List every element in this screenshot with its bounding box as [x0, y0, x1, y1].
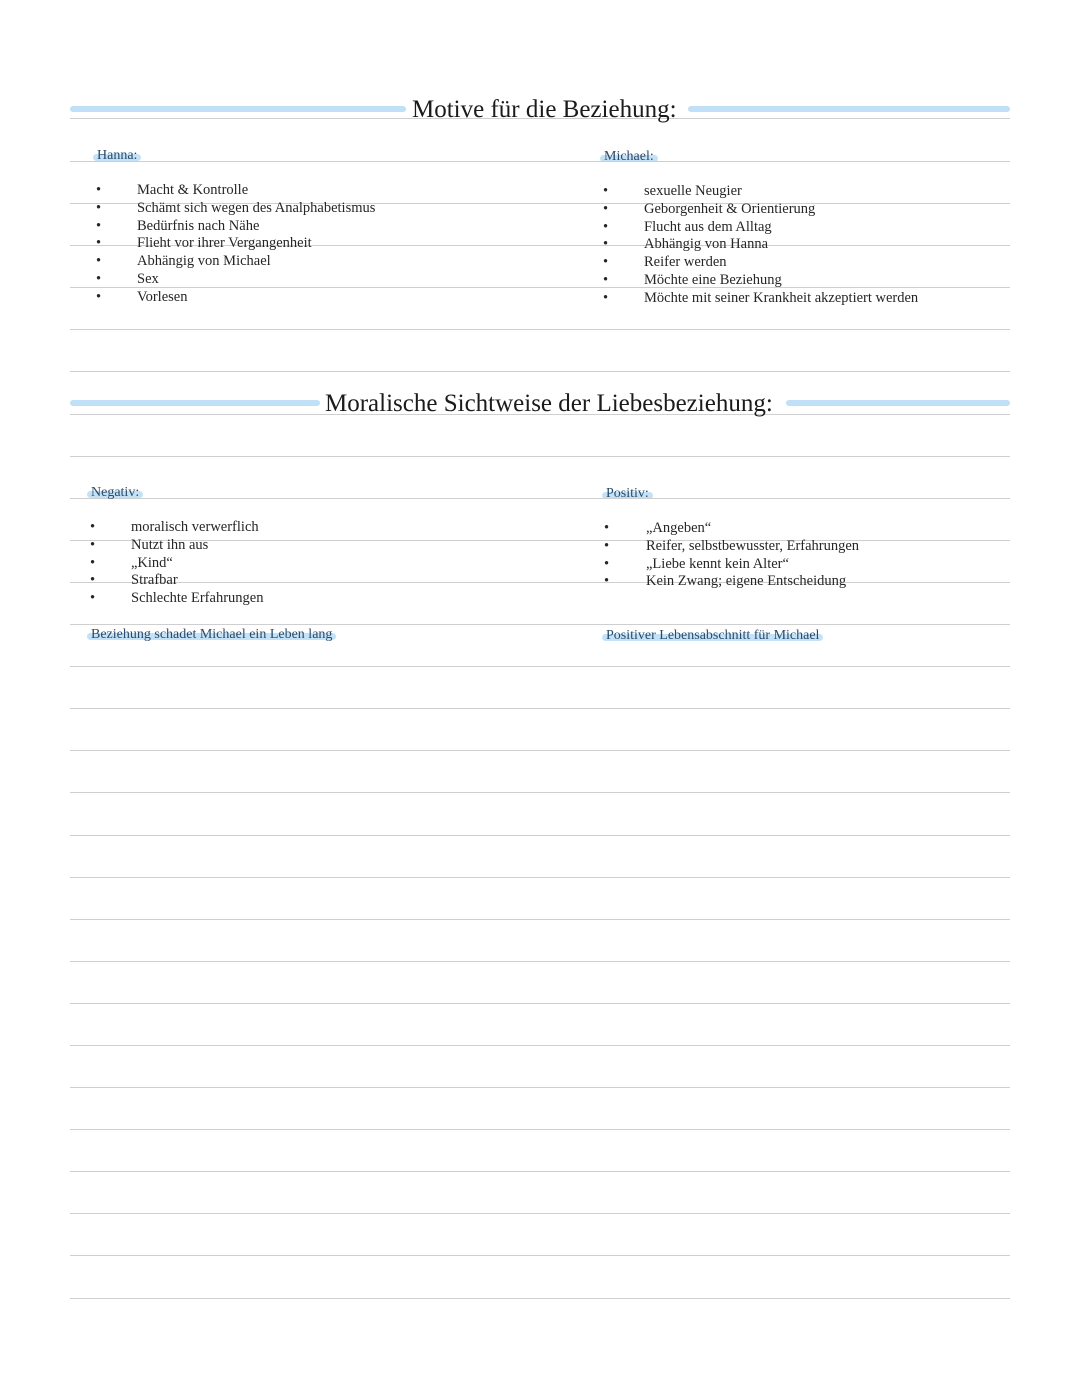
ruled-line: [70, 1087, 1010, 1088]
ruled-line: [70, 329, 1010, 330]
list-item: [96, 200, 516, 218]
heading-michael: [600, 148, 658, 166]
list-item: [96, 271, 516, 289]
bullet-icon: •: [90, 536, 96, 553]
bullet-icon: •: [603, 200, 609, 217]
list-item: [603, 254, 1003, 272]
list-item-text: Kein Zwang; eigene Entscheidung: [646, 573, 847, 590]
bullet-icon: •: [96, 270, 102, 287]
ruled-line: [70, 1045, 1010, 1046]
title-underline-left: [70, 106, 406, 112]
bullet-icon: •: [90, 554, 96, 571]
list-item: [603, 290, 1003, 308]
conclusion-negative: [87, 626, 336, 644]
bullet-icon: •: [604, 520, 610, 536]
ruled-line: [70, 1255, 1010, 1256]
list-item-text: Nutzt ihn aus: [131, 536, 209, 553]
list-item-text: Vorlesen: [137, 288, 188, 305]
list-item: [604, 520, 1004, 538]
bullet-icon: •: [90, 572, 96, 589]
ruled-line: [70, 1129, 1010, 1130]
bullet-icon: •: [96, 253, 102, 270]
list-item-text: Reifer, selbstbewusster, Erfahrungen: [646, 537, 860, 554]
list-item-text: Reifer werden: [644, 254, 727, 271]
bullet-icon: •: [603, 218, 609, 235]
bullet-icon: •: [603, 271, 609, 288]
list-item: [90, 537, 510, 555]
list-item-text: Schämt sich wegen des Analphabetismus: [137, 199, 376, 216]
list-item: [96, 253, 516, 271]
list-item-text: sexuelle Neugier: [644, 183, 742, 199]
list-item-text: Strafbar: [131, 572, 178, 589]
ruled-line: [70, 161, 1010, 162]
heading-positiv-label: Positiv:: [602, 485, 653, 503]
conclusion-positive: [602, 627, 823, 645]
list-item-text: Bedürfnis nach Nähe: [137, 217, 260, 234]
bullet-icon: •: [96, 288, 102, 305]
bullet-icon: •: [90, 519, 96, 535]
ruled-line: [70, 792, 1010, 793]
ruled-line: [70, 1003, 1010, 1004]
list-item-text: „Angeben“: [646, 520, 712, 536]
heading-michael-label: Michael:: [600, 148, 658, 166]
positive-aspects-list: [604, 520, 1004, 591]
list-item-text: Sex: [137, 270, 159, 287]
ruled-line: [70, 961, 1010, 962]
title-underline-right-2: [786, 400, 1010, 406]
bullet-icon: •: [90, 590, 96, 607]
ruled-line: [70, 708, 1010, 709]
list-item: [90, 519, 510, 537]
negative-aspects-list: [90, 519, 510, 608]
conclusion-negative-text: Beziehung schadet Michael ein Leben lang: [87, 626, 336, 644]
list-item-text: „Kind“: [131, 554, 173, 571]
list-item: [604, 573, 1004, 591]
list-item: [96, 182, 516, 200]
list-item: [90, 590, 510, 608]
ruled-line: [70, 1213, 1010, 1214]
bullet-icon: •: [603, 289, 609, 306]
bullet-icon: •: [603, 236, 609, 253]
bullet-icon: •: [604, 555, 610, 572]
ruled-line: [70, 919, 1010, 920]
list-item-text: Möchte mit seiner Krankheit akzeptiert werden: [644, 289, 919, 306]
bullet-icon: •: [96, 217, 102, 234]
bullet-icon: •: [604, 537, 610, 554]
list-item-text: Abhängig von Hanna: [644, 236, 769, 253]
list-item: [90, 555, 510, 573]
bullet-icon: •: [603, 183, 609, 199]
list-item: [604, 556, 1004, 574]
list-item: [603, 272, 1003, 290]
heading-hanna-label: Hanna:: [93, 147, 141, 165]
list-item-text: Schlechte Erfahrungen: [131, 590, 264, 607]
bullet-icon: •: [96, 182, 102, 198]
bullet-icon: •: [96, 235, 102, 252]
ruled-line: [70, 877, 1010, 878]
list-item-text: Flieht vor ihrer Vergangenheit: [137, 235, 312, 252]
ruled-line: [70, 498, 1010, 499]
conclusion-positive-text: Positiver Lebensabschnitt für Michael: [602, 627, 823, 645]
heading-negativ: [87, 484, 143, 502]
list-item-text: Geborgenheit & Orientierung: [644, 200, 816, 217]
bullet-icon: •: [603, 254, 609, 271]
ruled-line: [70, 371, 1010, 372]
list-item-text: Abhängig von Michael: [137, 253, 271, 270]
title-underline-left-2: [70, 400, 320, 406]
list-item: [604, 538, 1004, 556]
hanna-motives-list: [96, 182, 516, 307]
list-item: [96, 235, 516, 253]
list-item-text: Möchte eine Beziehung: [644, 271, 782, 288]
section-title-moral: Moralische Sichtweise der Liebesbeziehung:: [325, 390, 773, 417]
list-item: [603, 219, 1003, 237]
ruled-line: [70, 666, 1010, 667]
list-item: [96, 218, 516, 236]
list-item: [90, 572, 510, 590]
heading-positiv: [602, 485, 653, 503]
list-item-text: Flucht aus dem Alltag: [644, 218, 772, 235]
bullet-icon: •: [604, 573, 610, 590]
michael-motives-list: [603, 183, 1003, 308]
list-item: [603, 201, 1003, 219]
section-title-motive: Motive für die Beziehung:: [412, 96, 677, 123]
heading-hanna: [93, 147, 141, 165]
list-item: [96, 289, 516, 307]
ruled-line: [70, 1298, 1010, 1299]
list-item: [603, 183, 1003, 201]
ruled-line: [70, 835, 1010, 836]
ruled-line: [70, 624, 1010, 625]
list-item: [603, 236, 1003, 254]
list-item-text: moralisch verwerflich: [131, 519, 259, 535]
list-item-text: „Liebe kennt kein Alter“: [646, 555, 789, 572]
ruled-line: [70, 750, 1010, 751]
list-item-text: Macht & Kontrolle: [137, 182, 249, 198]
bullet-icon: •: [96, 199, 102, 216]
ruled-line: [70, 456, 1010, 457]
title-underline-right: [688, 106, 1010, 112]
ruled-line: [70, 1171, 1010, 1172]
heading-negativ-label: Negativ:: [87, 484, 143, 502]
